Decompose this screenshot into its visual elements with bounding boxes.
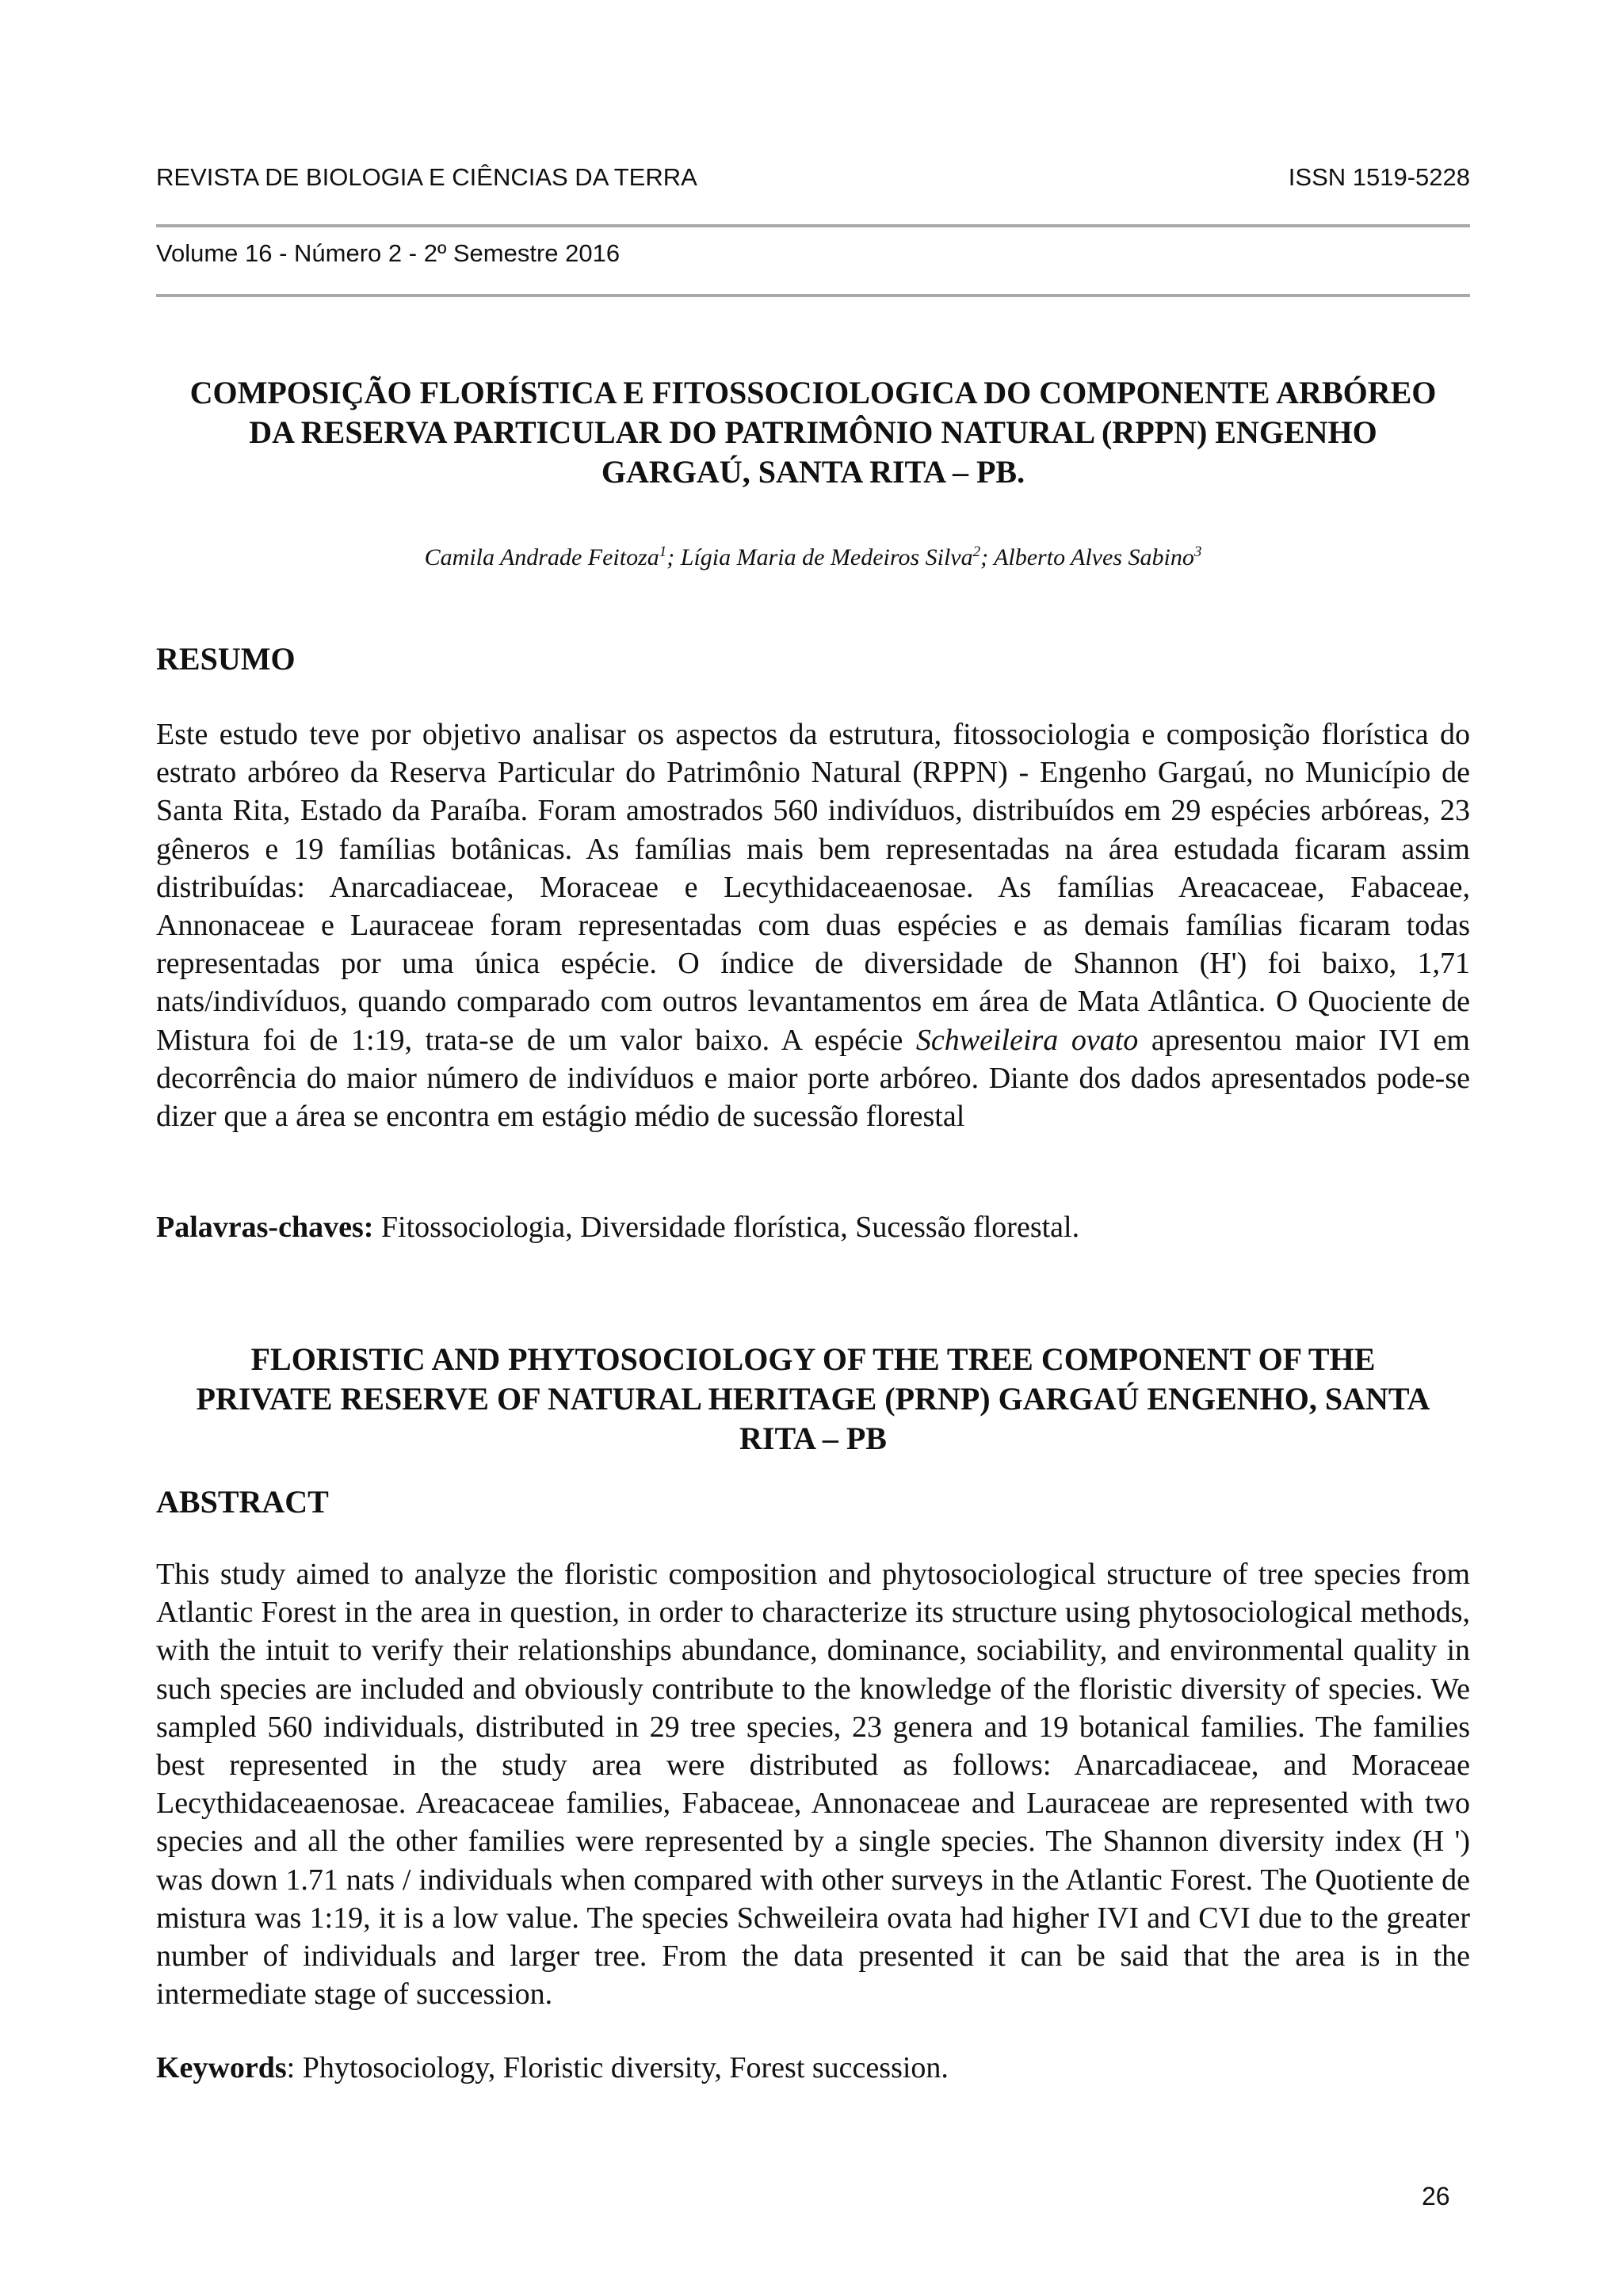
journal-header	[156, 163, 1470, 192]
title-line: DA RESERVA PARTICULAR DO PATRIMÔNIO NATURAL (RPPN) ENGENHO	[249, 414, 1377, 450]
title-line: PRIVATE RESERVE OF NATURAL HERITAGE (PRNP) GARGAÚ ENGENHO, SANTA	[196, 1381, 1430, 1417]
title-line: COMPOSIÇÃO FLORÍSTICA E FITOSSOCIOLOGICA DO COMPONENTE ARBÓREO	[189, 375, 1437, 410]
volume-info: Volume 16 - Número 2 - 2º Semestre 2016	[156, 239, 621, 267]
resumo-body	[156, 715, 1470, 1135]
keywords-label-pt: Palavras-chaves:	[156, 1211, 374, 1244]
author-affiliation-mark: 1	[659, 543, 667, 560]
page-number: 26	[1422, 2182, 1450, 2210]
author-list	[156, 543, 1470, 571]
abstract-heading: ABSTRACT	[156, 1484, 329, 1520]
author-name: Alberto Alves Sabino	[994, 544, 1194, 570]
abstract-body: This study aimed to analyze the floristic composition and phytosociological structure of tree species from Atlantic Forest in the area in question, in order to characterize its structure using phytosociological methods, with the intuit to verify their relationships abundance, dominance, sociability, and environmental quality in such species are included and obviously contribute to the knowledge of the floristic diversity of species. We sampled 560 individuals, distributed in 29 tree species, 23 genera and 19 botanical families. The families best represented in the study area were distributed as follows: Anarcadiaceae, and Moraceae Lecythidaceaenosae. Areacaceae families, Fabaceae, Annonaceae and Lauraceae are represented with two species and all the other families were represented by a single species. The Shannon diversity index (H ') was down 1.71 nats / individuals when compared with other surveys in the Atlantic Forest. The Quotiente de mistura was 1:19, it is a low value. The species Schweileira ovata had higher IVI and CVI due to the greater number of individuals and larger tree. From the data presented it can be said that the area is in the intermediate stage of succession.	[156, 1558, 1470, 2012]
author-name: Lígia Maria de Medeiros Silva	[680, 544, 973, 570]
journal-name: REVISTA DE BIOLOGIA E CIÊNCIAS DA TERRA	[156, 163, 697, 191]
species-name: Schweileira ovato	[915, 1023, 1139, 1057]
header-rule	[156, 224, 1470, 227]
title-line: GARGAÚ, SANTA RITA – PB.	[601, 454, 1025, 490]
author-affiliation-mark: 3	[1193, 543, 1202, 560]
issue-info-row	[156, 239, 1470, 268]
author-separator: ;	[980, 544, 995, 570]
keywords-pt: Fitossociologia, Diversidade florística, Sucessão florestal.	[373, 1211, 1080, 1244]
resumo-text-start: Este estudo teve por objetivo analisar os aspectos da estrutura, fitossociologia e composição florística do estrato arbóreo da Reserva Particular do Patrimônio Natural (RPPN) - Engenho Gargaú, no Município de Santa Rita, Estado da Paraíba. Foram amostrados 560 indivíduos, distribuídos em 29 espécies arbóreas, 23 gêneros e 19 famílias botânicas. As famílias mais bem representadas na área estudada ficaram assim distribuídas: Anarcadiaceae, Moraceae e Lecythidaceaenosae. As famílias Areacaceae, Fabaceae, Annonaceae e Lauraceae foram representadas com duas espécies e as demais famílias ficaram todas representadas por uma única espécie. O índice de diversidade de Shannon (H') foi baixo, 1,71 nats/indivíduos, quando comparado com outros levantamentos em área de Mata Atlântica. O Quociente de Mistura foi de 1:19, trata-se de um valor baixo. A espécie	[156, 718, 1470, 1057]
title-line: FLORISTIC AND PHYTOSOCIOLOGY OF THE TREE COMPONENT OF THE	[250, 1341, 1376, 1377]
issn: ISSN 1519-5228	[1288, 163, 1470, 191]
article-title-en	[156, 1340, 1470, 1459]
keywords-list-en: : Phytosociology, Floristic diversity, Forest succession.	[286, 2051, 949, 2084]
author-separator: ;	[666, 544, 681, 570]
keywords-label-en: Keywords	[156, 2051, 287, 2084]
resumo-heading: RESUMO	[156, 641, 296, 677]
article-title-pt	[156, 373, 1470, 492]
palavras-chave	[156, 1208, 1470, 1246]
keywords-en	[156, 2049, 1470, 2087]
resumo-text-end: apresentou maior IVI em decorrência do maior número de indivíduos e maior porte arbóreo. Diante dos dados apresentados pode-se dizer que a área se encontra em estágio médio de sucessão florestal	[156, 1023, 1470, 1134]
author-name: Camila Andrade Feitoza	[424, 544, 659, 570]
header-rule-bottom	[156, 294, 1470, 297]
title-line: RITA – PB	[739, 1421, 887, 1456]
author-affiliation-mark: 2	[972, 543, 981, 560]
